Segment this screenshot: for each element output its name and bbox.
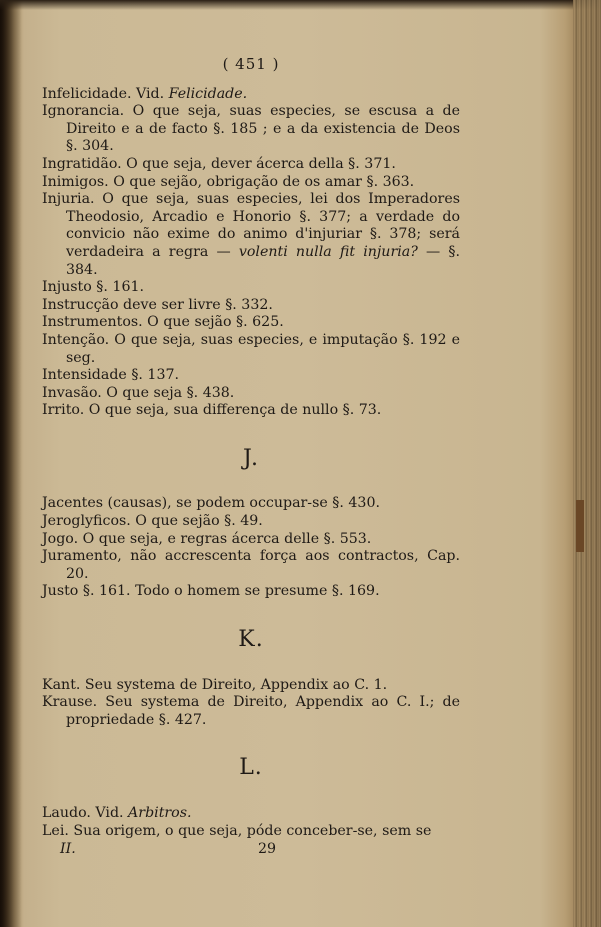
index-entry: Jeroglyficos. O que sejão §. 49. <box>42 513 263 530</box>
index-entry: Instrucção deve ser livre §. 332. <box>42 296 273 313</box>
index-entry: Jacentes (causas), se podem occupar-se §. 430. <box>42 495 380 512</box>
top-edge-shadow <box>0 0 601 10</box>
index-entry: Juramento, não accrescenta força aos contractos, Cap. 20. <box>42 548 460 582</box>
section-l <box>42 805 460 840</box>
index-page <box>42 56 460 896</box>
section-i <box>42 86 460 420</box>
spine-shadow <box>0 0 22 927</box>
page-footer <box>42 841 460 859</box>
signature-mark: II. <box>60 841 76 858</box>
index-entry: Justo §. 161. Todo o homem se presume §. 169. <box>42 583 380 600</box>
index-entry: Intenção. O que seja, suas especies, e imputação §. 192 e seg. <box>42 331 460 366</box>
index-entry: Infelicidade. Vid. Felicidade. <box>42 85 248 102</box>
index-entry: Instrumentos. O que sejão §. 625. <box>42 314 284 331</box>
section-heading-j: J. <box>242 445 260 471</box>
index-entry: Inimigos. O que sejão, obrigação de os amar §. 363. <box>42 173 415 190</box>
section-heading-l: L. <box>239 755 263 781</box>
index-entry: Krause. Seu systema de Direito, Appendix ao C. I.; de propriedade §. 427. <box>42 694 460 728</box>
index-entry: Ingratidão. O que seja, dever ácerca della §. 371. <box>42 155 396 172</box>
index-entry: Laudo. Vid. Arbitros. <box>42 805 192 821</box>
section-heading-k: K. <box>238 627 264 653</box>
index-entry: Irrito. O que seja, sua differença de nullo §. 73. <box>42 402 382 419</box>
index-entry: Lei. Sua origem, o que seja, póde conceber-se, sem se <box>42 822 432 839</box>
index-entry: Invasão. O que seja §. 438. <box>42 384 235 401</box>
folio-number: ( 451 ) <box>222 55 280 73</box>
index-entry: Injusto §. 161. <box>42 279 145 296</box>
index-entry: Ignorancia. O que seja, suas especies, se escusa a de Direito e a de facto §. 185 ; e a da existencia de Deos §. 304. <box>42 103 460 155</box>
index-entry: Kant. Seu systema de Direito, Appendix ao C. 1. <box>42 676 388 693</box>
section-j <box>42 495 460 601</box>
index-entry: Jogo. O que seja, e regras ácerca delle §. 553. <box>42 530 372 547</box>
section-k <box>42 677 460 730</box>
bookmark-tab <box>576 500 584 552</box>
page-edges <box>573 0 601 927</box>
index-entry: Injuria. O que seja, suas especies, lei dos Imperadores Theodosio, Arcadio e Honorio §. 377; a verdade do convicio não exime do animo d'injuriar §. 378; será verdadeira a regra — volenti nulla fit injuria? — §. 384. <box>42 191 460 278</box>
page-number: 29 <box>258 841 277 858</box>
index-entry: Intensidade §. 137. <box>42 367 180 384</box>
